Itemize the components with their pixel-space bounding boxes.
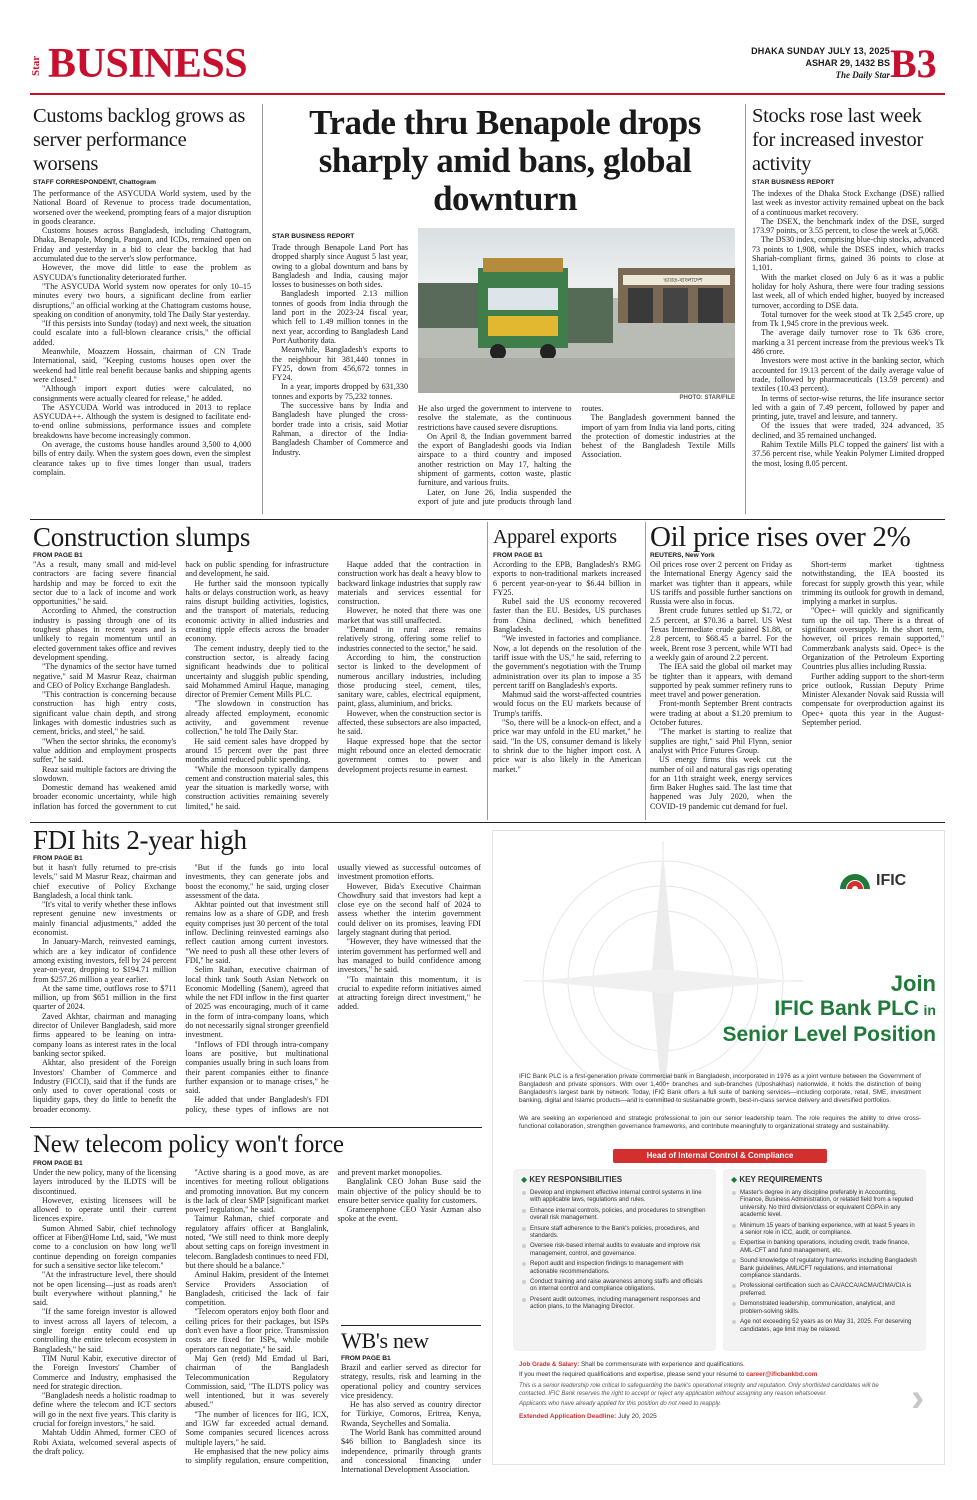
salary-line xyxy=(519,1361,921,1369)
benapole-para: He also urged the government to intervene to resolve the stalemate, as the continuous restrictions have caused severe disruptions. xyxy=(418,404,572,432)
customs-body xyxy=(33,189,251,477)
telecom-para: Under the new policy, many of the licensing layers introduced by the ILDTS will be discontinued. xyxy=(33,1168,177,1196)
telecom-para: TIM Nurul Kabir, executive director of the Foreign Investors' Chamber of Commerce and Industry, emphasised the need for strategic direction. xyxy=(33,1353,177,1391)
paper-name: The Daily Star xyxy=(835,70,890,80)
stocks-para: With the market closed on July 6 as it was a public holiday for holy Ashura, there were four trading sessions last week, all of which ended higher, buoyed by increased turnover, according to DSE data. xyxy=(752,272,944,310)
construction-para: "As a result, many small and mid-level contractors are facing severe financial hardship and may be forced to exit the sector due to a lack of income and work opportunities," he said. xyxy=(33,560,177,607)
stocks-byline: STAR BUSINESS REPORT xyxy=(752,179,835,186)
construction-para: "The slowdown in construction has already affected employment, economic activity, and government revenue collection," he told The Daily Star. xyxy=(185,699,329,737)
construction-para: "When the sector shrinks, the economy's value addition and employment prospects suffer," he said. xyxy=(33,736,177,765)
telecom-para: Maj Gen (retd) Md Emdad ul Bari, chairman of the Bangladesh Telecommunication Regulatory Commission, said, "The ILDTS policy was well intentioned, but it was severely abused." xyxy=(185,1353,329,1410)
list-item: Expertise in banking operations, including credit, trade finance, AML-CFT and fund management, etc. xyxy=(731,1239,918,1254)
fdi-para: Akhtar pointed out that investment still remains low as a share of GDP, and fresh equity comprises just 30 percent of the total inflow. Declining reinvested earnings also reflect caution among current investors. "We need to push all these other levers of FDI," he said. xyxy=(185,900,329,965)
truck-illustration xyxy=(418,228,735,393)
oil-para: Further adding support to the short-term price outlook, Russian Deputy Prime Minister Alexander Novak said Russia will compensate for overproduction against its Opec+ quota this year in the August-September period. xyxy=(802,671,944,728)
customs-para: The ASYCUDA World was introduced in 2013 to replace ASYCUDA++. Although the system is designed to facilitate end-to-end online submissions, performance issues and complete breakdowns have become increasingly common. xyxy=(33,402,251,440)
section-rule xyxy=(30,1127,482,1128)
customs-para: Customs houses across Bangladesh, including Chattogram, Dhaka, Benapole, Mongla, Pangaon, and ICDs, remained open on Friday and yesterday in a bid to clear the backlog that had accumulated due to the server's slow performance. xyxy=(33,226,251,264)
list-item: Demonstrated leadership, communication, analytical, and problem-solving skills. xyxy=(731,1300,918,1315)
fdi-para: However, Bida's Executive Chairman Chowdhury said that investors had kept a close eye on the second half of 2024 to assess whether the interim government could deliver on its promises, leaving FDI largely stagnant during that period. xyxy=(337,881,481,938)
fdi-para: "But if the funds go into local investments, they can generate jobs and boost the economy," he said, urging closer assessment of the data. xyxy=(185,863,329,900)
construction-para: The cement industry, deeply tied to the construction sector, is already facing significant headwinds due to political uncertainty and sluggish public spending, said Mohammed Amirul Haque, managing director of Premier Cement Mills PLC. xyxy=(185,643,329,700)
column-divider xyxy=(645,522,646,820)
fdi-para: but it hasn't fully returned to pre-crisis levels," said M Masrur Reaz, chairman and chief executive of Policy Exchange Bangladesh, a local think tank. xyxy=(33,863,177,900)
fdi-para: He added that under Bangladesh's FDI policy, these types of inflows are not usually viewed as successful outcomes of investment promotion efforts. xyxy=(185,863,481,1114)
construction-para: "While the monsoon typically dampens cement and construction material sales, this year the situation is markedly worse, with construction activities remaining severely limited," he said. xyxy=(185,764,329,811)
check-icon: ◆ xyxy=(731,1175,740,1184)
fdi-headline: FDI hits 2-year high xyxy=(33,825,247,855)
column-divider xyxy=(487,522,488,820)
telecom-para: Sumon Ahmed Sabir, chief technology officer at Fiber@Home Ltd, said, "We must come to a conclusion on how long we'll continue depending on foreign companies for such a sensitive sector like telecom." xyxy=(33,1223,177,1270)
ific-logo-icon xyxy=(838,867,872,893)
stocks-para: The average daily turnover rose to Tk 636 crore, marking a 31 percent increase from the previous week's Tk 486 crore. xyxy=(752,328,944,357)
oil-para: "The market is starting to realize that supplies are tight," said Phil Flynn, senior analyst with Price Futures Group. xyxy=(650,727,792,755)
photo-sign: ভারত-বাংলাদেশ xyxy=(663,278,703,284)
fdi-para: Zaved Akhtar, chairman and managing director of Unilever Bangladesh, said more firms appeared to be leaning on intra-company loans as interest rates in the local banking sector spiked. xyxy=(33,1011,177,1058)
construction-byline: FROM PAGE B1 xyxy=(33,552,83,559)
apply-text: If you meet the required qualifications and expertise, please send your résumé to xyxy=(519,1371,745,1378)
stocks-para: Rahim Textile Mills PLC topped the gainers' list with a 37.56 percent rise, while Yeakin Polymer Limited dropped the most, losing 8.05 percent. xyxy=(752,440,944,468)
oil-headline: Oil price rises over 2% xyxy=(650,521,911,553)
ad-join: Join xyxy=(890,971,936,996)
ific-logo-text: IFIC xyxy=(876,872,907,889)
list-item: Minimum 15 years of banking experience, with at least 5 years in a senior role in ICC, audit, or compliance. xyxy=(731,1222,918,1237)
customs-para: On average, the customs house handles around 3,500 to 4,000 bills of entry daily. When the system goes down, even the simplest clearance takes up to five times longer than usual, traders complain. xyxy=(33,440,251,477)
telecom-para: "Telecom operators enjoy both floor and ceiling prices for their packages, but ISPs don't even have a floor price. Transmission costs are fixed for ISPs, while mobile operators can negotiate," he said. xyxy=(185,1307,329,1354)
benapole-article xyxy=(272,104,738,514)
responsibilities-list xyxy=(521,1189,708,1311)
telecom-para: Grameenphone CEO Yasir Azman also spoke at the event. xyxy=(337,1205,481,1224)
stocks-para: The DSEX, the benchmark index of the DSE, surged 173.97 points, or 3.55 percent, to close the week at 5,068. xyxy=(752,216,944,236)
benapole-byline: STAR BUSINESS REPORT xyxy=(272,233,355,240)
stocks-para: Of the issues that were traded, 324 advanced, 35 declined, and 35 remained unchanged. xyxy=(752,421,944,440)
star-logo xyxy=(30,46,46,78)
construction-para: Reaz said multiple factors are driving the slowdown. xyxy=(33,764,177,783)
telecom-para: Aminul Hakim, president of the Internet Service Providers Association of Bangladesh, criticised the lack of fair competition. xyxy=(185,1270,329,1308)
responsibilities-panel xyxy=(513,1169,716,1351)
salary-text: Shall be commensurate with experience and qualifications. xyxy=(580,1361,745,1368)
apparel-article xyxy=(493,522,641,820)
check-icon: ◆ xyxy=(521,1175,530,1184)
section-rule xyxy=(30,519,945,520)
fdi-para: Selim Raihan, executive chairman of local think tank South Asian Network on Economic Modelling (Sanem), agreed that while the net FDI inflow in the first quarter of 2025 was encouraging, much of it came in the form of intra-company loans, which do not necessarily signal stronger greenfield investment. xyxy=(185,965,329,1040)
benapole-photo xyxy=(418,228,735,393)
construction-article xyxy=(33,522,481,820)
construction-para: Domestic demand has weakened amid broader economic uncertainty, while high inflation has forced the government to cut back on public spending for infrastructure and development, he said. xyxy=(33,560,329,811)
benapole-para: Meanwhile, Bangladesh's exports to the neighbour hit 381,440 tonnes in FY25, down from 456,672 tonnes in FY24. xyxy=(272,345,408,383)
apparel-headline: Apparel exports xyxy=(493,526,617,548)
list-item: Conduct training and raise awareness among staffs and officials on internal control and compliance obligations. xyxy=(521,1278,708,1293)
page-number: B3 xyxy=(890,41,937,86)
benapole-headline: Trade thru Benapole drops sharply amid bans, global downturn xyxy=(309,103,701,218)
fdi-para: At the same time, outflows rose to $711 million, up from $651 million in the first quarter of 2024. xyxy=(33,983,177,1012)
wb-para: Brazil and earlier served as director for strategy, results, risk and learning in the operational policy and country services vice presidency. xyxy=(341,1363,481,1400)
chevron-right-icon: › xyxy=(911,1376,925,1420)
stocks-para: The indexes of the Dhaka Stock Exchange (DSE) rallied last week as investor activity remained upbeat on the back of a continuous market recovery. xyxy=(752,189,944,217)
ific-logo xyxy=(838,867,938,895)
benapole-para: The Bangladesh government banned the import of yarn from India via land ports, citing the protection of domestic industries at the behest of the Bangladesh Textile Mills Association. xyxy=(581,413,735,460)
apply-line xyxy=(519,1371,921,1379)
column-divider xyxy=(745,104,746,514)
telecom-para: Banglalink CEO Johan Buse said the main objective of the policy should be to ensure better service quality for customers. xyxy=(337,1177,481,1205)
deadline-line xyxy=(519,1413,889,1421)
section-rule xyxy=(30,822,945,823)
oil-body xyxy=(650,560,944,818)
benapole-col1 xyxy=(272,230,408,514)
list-item: Sound knowledge of regulatory frameworks including Bangladesh Bank guidelines, AML/CFT regulations, and international compliance standards. xyxy=(731,1257,918,1279)
construction-para: He further said the monsoon typically halts or delays construction work, as heavy rains disrupt building activities, logistics, and the transport of materials, reducing economic activity in allied industries and creating ripple effects across the broader economy. xyxy=(185,578,329,644)
requirements-list xyxy=(731,1189,918,1333)
construction-para: However, he noted that there was one market that was still unaffected. xyxy=(337,606,481,625)
apparel-para: Rubel said the US economy recovered faster than the EU. Besides, US purchases from China declined, which benefitted Bangladesh. xyxy=(493,597,641,635)
masthead-rule xyxy=(30,93,945,95)
oil-para: US energy firms this week cut the number of oil and natural gas rigs operating for an 11th straight week, energy services firm Baker Hughes said. The last time that happened was July 2020, when the COVID-19 pandemic cut demand for fuel. xyxy=(650,755,792,811)
resp-title: KEY RESPONSIBILITIES xyxy=(529,1175,623,1184)
stocks-para: Investors were most active in the banking sector, which accounted for 19.13 percent of the daily average value of trade, followed by pharmaceuticals (13.59 percent) and textiles (10.43 percent). xyxy=(752,356,944,394)
oil-byline: REUTERS, New York xyxy=(650,552,715,559)
benapole-para: In a year, imports dropped by 631,330 tonnes and exports by 75,232 tonnes. xyxy=(272,382,408,401)
telecom-para: However, existing licensees will be allowed to operate until their current licences expire. xyxy=(33,1195,177,1224)
ad-in: in xyxy=(923,1002,936,1018)
customs-headline: Customs backlog grows as server performance worsens xyxy=(33,105,246,175)
oil-article xyxy=(650,522,944,820)
construction-para: According to Ahmed, the construction industry is passing through one of its toughest phases in recent years and is unlikely to regain momentum until an elected government takes office and revives development spending. xyxy=(33,606,177,662)
apparel-byline: FROM PAGE B1 xyxy=(493,552,543,559)
customs-para: However, the move did little to ease the problem as ASYCUDA's functionality deteriorated further. xyxy=(33,263,251,282)
fdi-para: "Inflows of FDI through intra-company loans are positive, but multinational companies usually bring in such loans from their parent companies either to finance further expansion or to manage crises," he said. xyxy=(185,1039,329,1096)
customs-para: "The ASYCUDA World system now operates for only 10–15 minutes every two hours, a significant decline from earlier disruptions," an official working at the Chattogram customs house, speaking on condition of anonymity, told The Daily Star yesterday. xyxy=(33,281,251,319)
telecom-para: He emphasised that the new policy aims to simplify regulation, ensure competition, and prevent market monopolies. xyxy=(185,1168,442,1466)
role-banner: Head of Internal Control & Compliance xyxy=(613,1149,827,1163)
apparel-para: Mahmud said the worst-affected countries would focus on the EU markets because of Trump's tariffs. xyxy=(493,690,641,718)
benapole-para: Later, on June 26, India suspended the export of jute and jute products through land routes. xyxy=(418,404,604,506)
column-divider xyxy=(262,104,263,514)
req-title: KEY REQUIREMENTS xyxy=(739,1175,823,1184)
telecom-para: "The number of licences for IIG, ICX, and IGW far exceeded actual demand. Some companies secured licences across multiple layers," he said. xyxy=(185,1409,329,1447)
fdi-para: "It's vital to verify whether these inflows represent genuine new investments or mainly financial adjustments," added the economist. xyxy=(33,900,177,938)
ad-note: This is a senior leadership role critical to safeguarding the bank's operational integrity and reputation. Only shortlisted candidates will be contacted. IFIC Bank reserves the right to accept or reject any application without assigning any reason whatsoever. xyxy=(519,1383,879,1397)
construction-para: Haque added that the contraction in construction work has dealt a heavy blow to backward linkage industries that supply raw materials and services essential for construction. xyxy=(337,560,481,607)
oil-para: Brent crude futures settled up $1.72, or 2.5 percent, at $70.36 a barrel. US West Texas Intermediate crude gained $1.88, or 2.8 percent, to $68.45 a barrel. For the week, Brent rose 3 percent, while WTI had a weekly gain of around 2.2 percent. xyxy=(650,606,792,662)
ad-bank-line xyxy=(643,997,936,1021)
wb-para: He has also served as country director for Türkiye, Comoros, Eritrea, Kenya, Rwanda, Seychelles and Somalia. xyxy=(341,1400,481,1428)
construction-para: "This contraction is concerning because construction has high entry costs, significant value chain depth, and strong linkages with domestic industries such as cement, bricks, and steel," he said. xyxy=(33,690,177,737)
ad-bank: IFIC Bank PLC xyxy=(774,997,920,1020)
customs-article xyxy=(33,104,251,514)
construction-para: However, when the construction sector is affected, these subsectors are also impacted, he said. xyxy=(337,708,481,737)
list-item: Ensure staff adherence to the Bank's policies, procedures, and standards. xyxy=(521,1225,708,1240)
construction-para: Haque expressed hope that the sector might rebound once an elected democratic government comes to power and development projects resume in earnest. xyxy=(337,736,481,774)
dateline: DHAKA SUNDAY JULY 13, 2025 xyxy=(751,46,890,56)
customs-para: "Although import export duties were calculated, no consignments were actually cleared for release," he added. xyxy=(33,384,251,403)
stocks-headline: Stocks rose last week for increased investor activity xyxy=(752,105,923,175)
benapole-para: Bangladesh imported 2.13 million tonnes of goods from India through the land port in the 2023-24 fiscal year, which fell to 1.49 million tonnes in the next year, according to Bangladesh Land Port Authority data. xyxy=(272,289,408,345)
telecom-para: Taimur Rahman, chief corporate and regulatory affairs officer at Banglalink, noted, "We still need to think more deeply about setting caps on foreign investment in telecom. Bangladesh continues to need FDI, but there should be a balance." xyxy=(185,1214,329,1270)
telecom-para: "Bangladesh needs a holistic roadmap to define where the telecom and ICT sectors will go in the next five years. This clarity is crucial for foreign investors," he said. xyxy=(33,1391,177,1429)
list-item: Present audit outcomes, including management responses and action plans, to the Managing Director. xyxy=(521,1296,708,1311)
ific-advertisement xyxy=(492,830,945,1465)
list-item: Report audit and inspection findings to management with actionable recommendations. xyxy=(521,1260,708,1275)
fdi-para: "To maintain this momentum, it is crucial to expedite reform initiatives aimed at attracting foreign direct investment," he added. xyxy=(337,974,481,1012)
requirements-panel xyxy=(723,1169,926,1351)
fdi-para: "However, they have witnessed that the interim government has performed well and has managed to build confidence among investors," he said. xyxy=(337,937,481,975)
telecom-para: "Active sharing is a good move, as are incentives for meeting rollout obligations and promoting innovation. But my concern is the lack of clear SMP [significant market power] regulation," he said. xyxy=(185,1168,329,1215)
salary-label: Job Grade & Salary: xyxy=(519,1361,580,1368)
apparel-para: According to the EPB, Bangladesh's RMG exports to non-traditional markets increased 6 percent year-on-year to $6.44 billion in FY25. xyxy=(493,560,641,597)
customs-para: "If this persists into Sunday (today) and next week, the situation could escalate into a full-blown clearance crisis," the official added. xyxy=(33,319,251,347)
customs-byline: STAFF CORRESPONDENT, Chattogram xyxy=(33,179,156,186)
construction-para: He said cement sales have dropped by around 15 percent over the past three months amid reduced public spending. xyxy=(185,736,329,765)
customs-para: Meanwhile, Moazzem Hossain, chairman of CN Trade International, said, "Keeping customs houses open over the weekend had little real benefit because banks and shipping agents were closed." xyxy=(33,347,251,384)
apparel-para: "We invested in factories and compliance. Now, a lot depends on the resolution of the tariff issue with the US," he said, referring to the government's negotiation with the Trump administration over its plan to impose a 35 percent tariff on Bangladesh's exports. xyxy=(493,634,641,690)
telecom-headline: New telecom policy won't force xyxy=(33,1131,344,1158)
telecom-para: "If the same foreign investor is allowed to invest across all layers of telecom, a single foreign entity could end up controlling the entire telecom ecosystem in Bangladesh," he said. xyxy=(33,1307,177,1354)
stocks-para: The DS30 index, comprising blue-chip stocks, advanced 73 points to 1,908, while the DSES index, which tracks Shariah-compliant firms, gained 36 points to close at 1,101. xyxy=(752,235,944,273)
stocks-para: Total turnover for the week stood at Tk 2,545 crore, up from Tk 1,945 crore in the previous week. xyxy=(752,309,944,329)
wb-rule xyxy=(341,1325,481,1326)
ad-seeking: We are seeking an experienced and strategic professional to join our senior leadership team. The role requires the ability to drive cross-functional collaboration, strengthen governance frameworks, and contribute meaningfully to organizational strategy and sustainability. xyxy=(519,1115,921,1130)
fdi-article xyxy=(33,825,481,1125)
construction-para: "The dynamics of the sector have turned negative," said M Masrur Reaz, chairman and CEO of Policy Exchange Bangladesh. xyxy=(33,662,177,690)
benapole-para: On April 8, the Indian government barred the export of Bangladeshi goods via Indian airspace to a third country and imposed another restriction on May 17, halting the shipment of garments, cotton waste, plastic furniture, and various fruits. xyxy=(418,431,572,488)
construction-para: "Demand in rural areas remains relatively strong, offering some relief to industries connected to the sector," he said. xyxy=(337,625,481,653)
ad-note-2: Applicants who have already applied for this position do not need to reapply. xyxy=(519,1401,722,1407)
construction-para: According to him, the construction sector is linked to the development of numerous ancillary industries, including those producing steel, cement, tiles, sanitary ware, cables, electrical equipment, paint, glass, aluminium, and bricks. xyxy=(337,652,481,709)
list-item: Master's degree in any discipline preferably in Accounting, Finance, Business Administration, or related field from a reputed university. No third division/class or equivalent CGPA in any academic level. xyxy=(731,1189,918,1219)
ad-intro: IFIC Bank PLC is a first-generation private commercial bank in Bangladesh, incorporated in 1976 as a joint venture between the Government of Bangladesh and private sponsors. With over 1,400+ branches and sub-branches (Uposhakhas) nationwide, it holds the distinction of being Bangladesh's largest bank by network. Today, IFIC Bank offers a full suite of banking services—including corporate, retail, SME, investment banking, digital and Islamic products—and is committed to sustainable growth, best-in-class service delivery and diversified portfolios. xyxy=(519,1073,921,1104)
benapole-cols xyxy=(418,404,735,514)
deadline-label: Extended Application Deadline: xyxy=(519,1413,617,1420)
list-item: Age not exceeding 52 years as on May 31, 2025. For deserving candidates, age limit may be relaxed. xyxy=(731,1318,918,1333)
photo-credit: PHOTO: STAR/FILE xyxy=(679,395,735,401)
bangla-date: ASHAR 29, 1432 BS xyxy=(805,58,890,68)
customs-para: The performance of the ASYCUDA World system, used by the National Board of Revenue to process trade documentation, worsened over the weekend, prompting fears of a major disruption in goods clearance. xyxy=(33,189,251,226)
stocks-para: In terms of sector-wise returns, the life insurance sector led with a gain of 7.49 percent, followed by paper and printing, jute, travel and leisure, and tannery. xyxy=(752,393,944,422)
star-logo-text: Star xyxy=(30,55,42,76)
fdi-byline: FROM PAGE B1 xyxy=(33,855,83,862)
wb-headline: WB's new xyxy=(341,1328,429,1353)
telecom-byline: FROM PAGE B1 xyxy=(33,1160,83,1167)
oil-para: Front-month September Brent contracts were trading at about a $1.20 premium to October futures. xyxy=(650,699,792,728)
list-item: Oversee risk-based internal audits to evaluate and improve risk management, control, and governance. xyxy=(521,1242,708,1257)
construction-headline: Construction slumps xyxy=(33,522,251,552)
benapole-para: The successive bans by India and Bangladesh have plunged the cross-border trade into a crisis, said Motiar Rahman, a director of the India-Bangladesh Chamber of Commerce and Industry. xyxy=(272,401,408,457)
apply-email[interactable]: career@ificbankbd.com xyxy=(746,1371,818,1378)
list-item: Develop and implement effective internal control systems in line with applicable laws, regulations and rules. xyxy=(521,1189,708,1204)
wb-para: The World Bank has committed around $46 billion to Bangladesh since its independence, primarily through grants and concessional financing under International Development Association. xyxy=(341,1428,481,1475)
fdi-para: Akhtar, also president of the Foreign Investors' Chamber of Commerce and Industry (FICCI), said that if the funds are only used to cover operational costs or liquidity gaps, they do little to benefit the broader economy. xyxy=(33,1058,177,1114)
oil-para: Short-term market tightness notwithstanding, the IEA boosted its forecast for supply growth this year, while trimming its outlook for growth in demand, implying a market in surplus. xyxy=(802,560,944,607)
oil-para: The IEA said the global oil market may be tighter than it appears, with demand supported by peak summer refinery runs to meet travel and power generation. xyxy=(650,662,792,700)
wb-article xyxy=(341,1325,481,1475)
wb-byline: FROM PAGE B1 xyxy=(341,1355,391,1362)
telecom-para: "At the infrastructure level, there should not be open licensing—just as roads aren't built everywhere without planning," he said. xyxy=(33,1270,177,1308)
apparel-para: "So, there will be a knock-on effect, and a price war may unfold in the EU market," he said. "In the US, consumer demand is likely to shrink due to the higher import cost. A price war is also likely in the American market." xyxy=(493,718,641,774)
construction-body xyxy=(33,560,481,818)
oil-para: Oil prices rose over 2 percent on Friday as the International Energy Agency said the market was tighter than it appears, while US tariffs and possible further sanctions on Russia were also in focus. xyxy=(650,560,792,607)
deadline-date: July 20, 2025 xyxy=(618,1413,657,1420)
fdi-para: In January-March, reinvested earnings, which are a key indicator of confidence among existing investors, fell by 24 percent year-on-year, dropping to $194.71 million from $257.26 million a year earlier. xyxy=(33,937,177,984)
benapole-para: Trade through Benapole Land Port has dropped sharply since August 5 last year, owing to a global downturn and bans by Bangladesh and India, causing major losses to businesses on both sides. xyxy=(272,243,408,290)
list-item: Enhance internal controls, policies, and procedures to strengthen overall risk management. xyxy=(521,1207,708,1222)
telecom-para: Mahtab Uddin Ahmed, former CEO of Robi Axiata, welcomed several aspects of the draft policy. xyxy=(33,1428,177,1456)
list-item: Professional certification such as CA/ACCA/ACMA/CIMA/CIA is preferred. xyxy=(731,1282,918,1297)
stocks-article xyxy=(752,104,944,514)
fdi-body xyxy=(33,863,481,1125)
oil-para: "Opec+ will quickly and significantly turn up the oil tap. There is a threat of significant oversupply. In the short term, however, oil prices remain supported," Commerzbank analysts said. Opec+ is the Organization of the Petroleum Exporting Countries plus allies including Russia. xyxy=(802,606,944,672)
masthead xyxy=(30,40,945,90)
ad-position: Senior Level Position xyxy=(722,1023,936,1046)
section-title: BUSINESS xyxy=(48,41,248,87)
